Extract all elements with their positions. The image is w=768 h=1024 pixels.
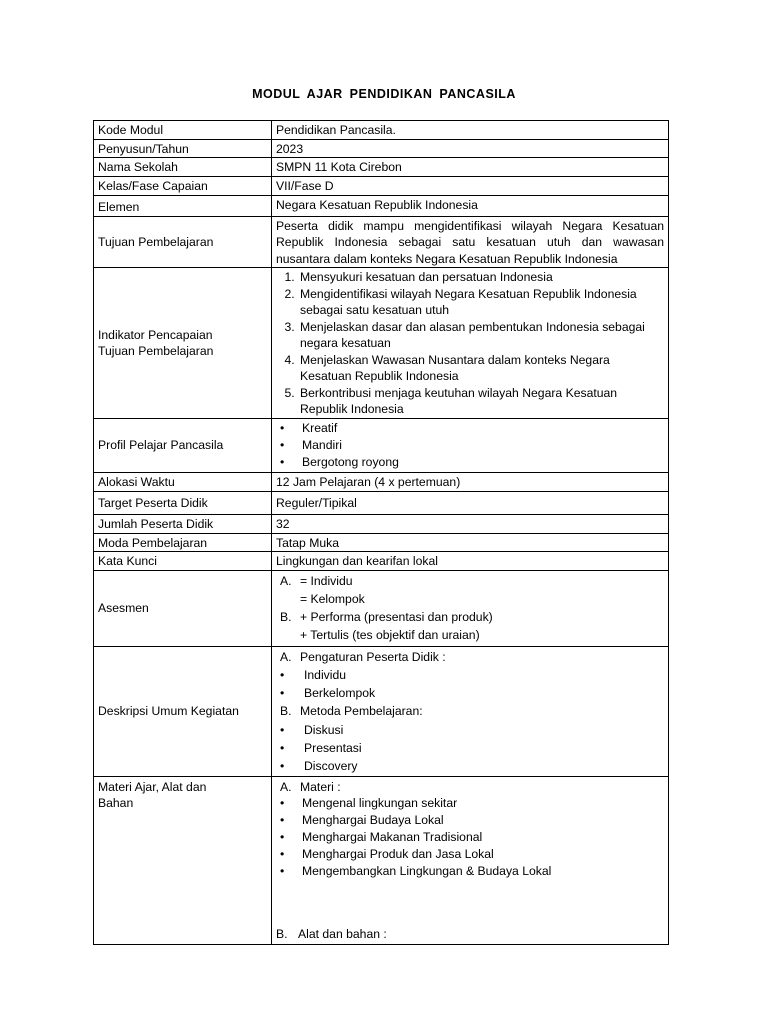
row-kelas xyxy=(94,177,669,196)
value-jumlah: 32 xyxy=(272,514,669,533)
deskripsi-item-b xyxy=(276,702,664,720)
deskripsi-b-list xyxy=(276,721,664,776)
deskripsi-a-list xyxy=(276,666,664,703)
indikator-list xyxy=(276,269,664,418)
row-sekolah xyxy=(94,158,669,177)
materi-item-b xyxy=(276,926,387,943)
row-kata-kunci xyxy=(94,552,669,571)
label-penyusun: Penyusun/Tahun xyxy=(94,139,272,158)
list-item: • Mengenal lingkungan sekitar xyxy=(276,795,664,812)
label-kata-kunci: Kata Kunci xyxy=(94,552,272,571)
module-table xyxy=(93,120,669,945)
label-materi xyxy=(94,776,272,944)
value-asesmen xyxy=(272,570,669,646)
asesmen-item-b xyxy=(276,608,664,644)
list-item: • Berkelompok xyxy=(276,684,664,702)
label-indikator-line1: Indikator Pencapaian xyxy=(98,327,213,342)
label-kelas: Kelas/Fase Capaian xyxy=(94,177,272,196)
materi-b-title: Alat dan bahan : xyxy=(298,926,387,941)
document-title: MODUL AJAR PENDIDIKAN PANCASILA xyxy=(252,87,516,101)
label-indikator xyxy=(94,268,272,419)
list-item: • Menghargai Produk dan Jasa Lokal xyxy=(276,846,664,863)
materi-item-a xyxy=(276,779,664,796)
label-materi-line1: Materi Ajar, Alat dan xyxy=(98,779,207,794)
value-alokasi: 12 Jam Pelajaran (4 x pertemuan) xyxy=(272,472,669,491)
asesmen-a-line2: = Kelompok xyxy=(300,591,365,606)
deskripsi-a-title: Pengaturan Peserta Didik : xyxy=(300,649,446,664)
label-tujuan: Tujuan Pembelajaran xyxy=(94,216,272,268)
value-profil xyxy=(272,418,669,472)
value-deskripsi xyxy=(272,646,669,776)
list-item: 1. Mensyukuri kesatuan dan persatuan Indonesia xyxy=(298,269,664,286)
label-deskripsi: Deskripsi Umum Kegiatan xyxy=(94,646,272,776)
label-indikator-line2: Tujuan Pembelajaran xyxy=(98,344,214,359)
list-item: 3. Menjelaskan dasar dan alasan pembentukan Indonesia sebagai negara kesatuan xyxy=(298,319,664,352)
row-deskripsi xyxy=(94,646,669,776)
label-moda: Moda Pembelajaran xyxy=(94,533,272,552)
value-kelas: VII/Fase D xyxy=(272,177,669,196)
asesmen-b-line1: + Performa (presentasi dan produk) xyxy=(300,609,493,624)
label-materi-line2: Bahan xyxy=(98,796,134,811)
label-profil: Profil Pelajar Pancasila xyxy=(94,418,272,472)
list-item: • Presentasi xyxy=(276,739,664,757)
row-penyusun xyxy=(94,139,669,158)
label-elemen: Elemen xyxy=(94,196,272,217)
list-item: • Kreatif xyxy=(276,420,664,437)
list-item: • Menghargai Budaya Lokal xyxy=(276,812,664,829)
deskripsi-a-letter: A. xyxy=(280,649,292,664)
value-kata-kunci: Lingkungan dan kearifan lokal xyxy=(272,552,669,571)
list-item: • Bergotong royong xyxy=(276,454,664,471)
row-elemen xyxy=(94,196,669,217)
value-indikator xyxy=(272,268,669,419)
label-kode-modul: Kode Modul xyxy=(94,121,272,140)
value-penyusun: 2023 xyxy=(272,139,669,158)
value-elemen: Negara Kesatuan Republik Indonesia xyxy=(272,196,669,217)
row-jumlah xyxy=(94,514,669,533)
label-asesmen: Asesmen xyxy=(94,570,272,646)
deskripsi-b-title: Metoda Pembelajaran: xyxy=(300,704,423,719)
label-sekolah: Nama Sekolah xyxy=(94,158,272,177)
row-target xyxy=(94,491,669,514)
row-tujuan xyxy=(94,216,669,268)
row-moda xyxy=(94,533,669,552)
value-materi xyxy=(272,776,669,944)
list-item: 4. Menjelaskan Wawasan Nusantara dalam konteks Negara Kesatuan Republik Indonesia xyxy=(298,352,664,385)
materi-a-letter: A. xyxy=(280,779,292,794)
value-tujuan: Peserta didik mampu mengidentifikasi wilayah Negara Kesatuan Republik Indonesia sebagai satu kesatuan utuh dan wawasan nusantara dalam konteks Negara Kesatuan Republik Indonesia xyxy=(272,216,669,268)
list-item: • Diskusi xyxy=(276,721,664,739)
label-target: Target Peserta Didik xyxy=(94,491,272,514)
list-item: • Mandiri xyxy=(276,437,664,454)
deskripsi-b-letter: B. xyxy=(280,704,292,719)
deskripsi-item-a xyxy=(276,648,664,666)
value-sekolah: SMPN 11 Kota Cirebon xyxy=(272,158,669,177)
list-item: • Discovery xyxy=(276,757,664,775)
row-kode-modul xyxy=(94,121,669,140)
asesmen-b-line2: + Tertulis (tes objektif dan uraian) xyxy=(300,627,480,642)
label-jumlah: Jumlah Peserta Didik xyxy=(94,514,272,533)
profil-list xyxy=(276,420,664,472)
materi-a-list xyxy=(276,795,664,879)
asesmen-b-letter: B. xyxy=(280,609,292,624)
value-moda: Tatap Muka xyxy=(272,533,669,552)
list-item: • Individu xyxy=(276,666,664,684)
asesmen-item-a xyxy=(276,572,664,608)
list-item: 5. Berkontribusi menjaga keutuhan wilayah Negara Kesatuan Republik Indonesia xyxy=(298,385,664,418)
list-item: • Mengembangkan Lingkungan & Budaya Lokal xyxy=(276,863,664,880)
row-alokasi xyxy=(94,472,669,491)
materi-a-title: Materi : xyxy=(300,779,341,794)
value-target: Reguler/Tipikal xyxy=(272,491,669,514)
row-materi xyxy=(94,776,669,944)
list-item: • Menghargai Makanan Tradisional xyxy=(276,829,664,846)
row-asesmen xyxy=(94,570,669,646)
materi-b-letter: B. xyxy=(276,926,288,941)
list-item: 2. Mengidentifikasi wilayah Negara Kesatuan Republik Indonesia sebagai satu kesatuan utuh xyxy=(298,286,664,319)
asesmen-a-line1: = Individu xyxy=(300,573,353,588)
label-alokasi: Alokasi Waktu xyxy=(94,472,272,491)
value-kode-modul: Pendidikan Pancasila. xyxy=(272,121,669,140)
row-profil xyxy=(94,418,669,472)
row-indikator xyxy=(94,268,669,419)
asesmen-a-letter: A. xyxy=(280,573,292,588)
